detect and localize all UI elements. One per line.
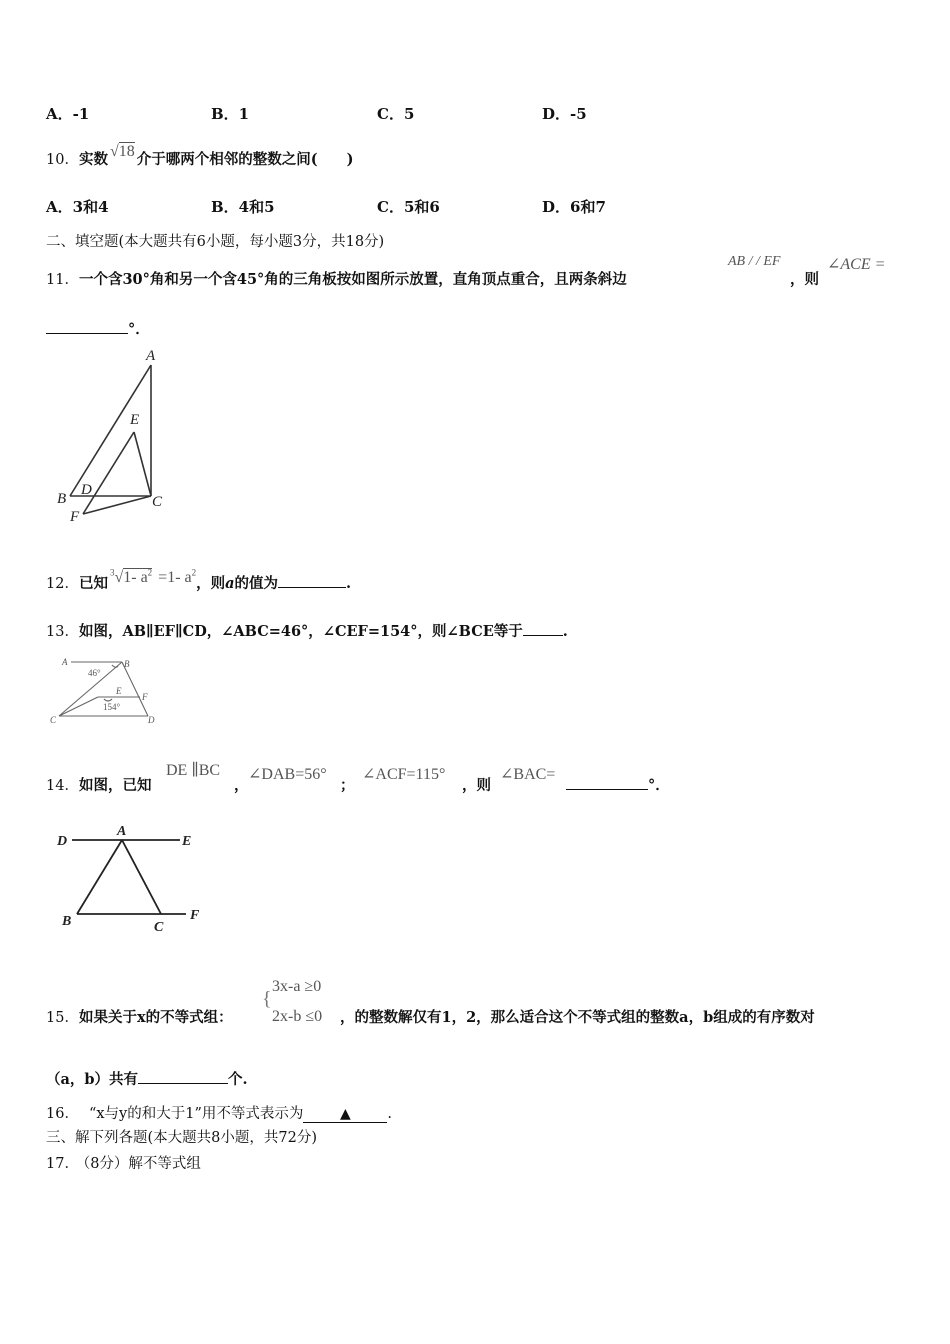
answer-blank <box>138 1069 228 1084</box>
q11-label-d: D <box>81 482 92 498</box>
q11-label-b: B <box>57 491 67 507</box>
q14-label-f: F <box>190 908 200 923</box>
q11-label-e: E <box>130 412 140 428</box>
q11-answer-line <box>46 318 150 339</box>
q10-pre: 实数 <box>78 151 108 168</box>
q14-label-a: A <box>117 824 127 839</box>
q11-label-c: C <box>152 494 163 510</box>
q14-label-b: B <box>62 914 72 929</box>
q15-line2-pre: （a，b）共有 <box>46 1071 139 1088</box>
section-2-heading: 二、填空题(本大题共有6小题，每小题3分，共18分) <box>46 234 385 250</box>
question-number: 13． <box>46 624 79 640</box>
question-10 <box>46 143 354 169</box>
question-number: 14． <box>46 778 79 794</box>
q12-pre: 已知 <box>78 575 108 592</box>
question-15 <box>46 1006 233 1027</box>
answer-blank <box>523 621 563 636</box>
q12-end: . <box>346 575 352 592</box>
q11-label-a: A <box>146 348 156 364</box>
q15-post: ，的整数解仅有1，2，那么适合这个不等式组的整数a，b组成的有序数对 <box>340 1009 815 1026</box>
q14-figure <box>50 818 220 938</box>
q15-pre: 如果关于x的不等式组： <box>78 1009 233 1026</box>
q13-label-f: F <box>142 692 148 702</box>
q17-text: （8分）解不等式组 <box>82 1156 201 1172</box>
q9-option-d: D．-5 <box>542 105 587 123</box>
q9-option-c: C．5 <box>377 105 415 123</box>
q12-post: 的值为 <box>234 575 279 592</box>
question-12 <box>46 567 352 593</box>
question-13 <box>46 620 568 641</box>
q14-math-acf: ∠ACF=115° <box>362 766 446 783</box>
question-number: 17． <box>46 1156 79 1172</box>
answer-blank <box>303 1106 387 1123</box>
question-number: 16． <box>46 1106 79 1122</box>
q14-label-c: C <box>154 920 164 935</box>
q11-math-angle: ∠ACE = <box>827 256 886 273</box>
q14-label-d: D <box>57 834 68 849</box>
q12-mid: ，则 <box>196 575 226 592</box>
q14-pre: 如图，已知 <box>78 777 152 794</box>
q16-text: “x与y的和大于1”用不等式表示为 <box>88 1106 304 1122</box>
question-16 <box>46 1102 392 1123</box>
q13-figure <box>46 652 171 732</box>
root-index: 3 <box>109 567 115 578</box>
q10-option-d: D．6和7 <box>542 198 606 216</box>
question-11 <box>46 268 627 289</box>
q13-angle-154: 154° <box>103 702 121 712</box>
section-3-heading: 三、解下列各题(本大题共8小题，共72分) <box>46 1130 317 1146</box>
q14-comma-1: ， <box>234 777 249 794</box>
q16-end: . <box>387 1106 392 1122</box>
q14-answer <box>566 774 670 795</box>
answer-blank <box>46 319 128 334</box>
q13-end: . <box>562 623 568 640</box>
q13-label-c: C <box>50 715 57 725</box>
q11-comma: ，则 <box>790 271 819 288</box>
question-14 <box>46 774 151 795</box>
q10-option-b: B．4和5 <box>211 198 275 216</box>
q14-math-bac: ∠BAC= <box>500 766 556 783</box>
triangle-icon: ▲ <box>339 1106 351 1122</box>
q15-inequality-1: 3x-a ≥0 <box>272 978 322 995</box>
q10-option-a: A．3和4 <box>46 198 109 216</box>
q13-label-e: E <box>116 686 122 696</box>
brace-icon: { <box>262 988 272 1010</box>
question-17 <box>46 1152 201 1173</box>
answer-blank <box>566 775 648 790</box>
question-number: 10． <box>46 152 79 168</box>
q10-post: 介于哪两个相邻的整数之间( ) <box>136 151 354 168</box>
q11-tail: °． <box>128 321 150 338</box>
q13-label-b: B <box>124 659 130 669</box>
question-number: 11． <box>46 272 79 288</box>
q11-math-parallel: AB / / EF <box>728 254 781 269</box>
sqrt-18: √18 <box>109 143 135 160</box>
q9-option-a: A．-1 <box>46 105 90 123</box>
q12-var: a <box>225 575 235 592</box>
q9-option-b: B．1 <box>211 105 250 123</box>
q13-angle-46: 46° <box>88 668 101 678</box>
q14-end: °． <box>648 777 670 794</box>
q13-text: 如图，AB∥EF∥CD，∠ABC=46°，∠CEF=154°，则∠BCE等于 <box>78 623 523 640</box>
question-number: 12． <box>46 576 79 592</box>
q11-text: 一个含30°角和另一个含45°角的三角板按如图所示放置，直角顶点重合，且两条斜边 <box>78 271 627 288</box>
q11-figure <box>50 340 180 530</box>
question-number: 15． <box>46 1010 79 1026</box>
q14-math-parallel: DE ∥BC <box>166 762 221 779</box>
root-radicand: 1- $a^2$ <box>123 567 153 586</box>
q10-option-c: C．5和6 <box>377 198 440 216</box>
q14-then: ，则 <box>462 777 491 794</box>
q15-inequality-2: 2x-b ≤0 <box>272 1008 323 1025</box>
q14-semicolon: ； <box>340 777 355 794</box>
q15-line-2 <box>46 1068 248 1089</box>
q13-label-a: A <box>62 657 68 667</box>
q14-label-e: E <box>182 834 192 849</box>
q13-label-d: D <box>148 715 155 725</box>
q15-line2-post: 个. <box>228 1071 248 1088</box>
q14-math-dab: ∠DAB=56° <box>248 766 327 783</box>
answer-blank <box>278 573 346 588</box>
sqrt-radicand: 18 <box>118 143 135 160</box>
q11-label-f: F <box>70 509 80 525</box>
cube-root-expression: $^3$√1- $a^2 =1-$ $a^2$ <box>109 567 197 586</box>
